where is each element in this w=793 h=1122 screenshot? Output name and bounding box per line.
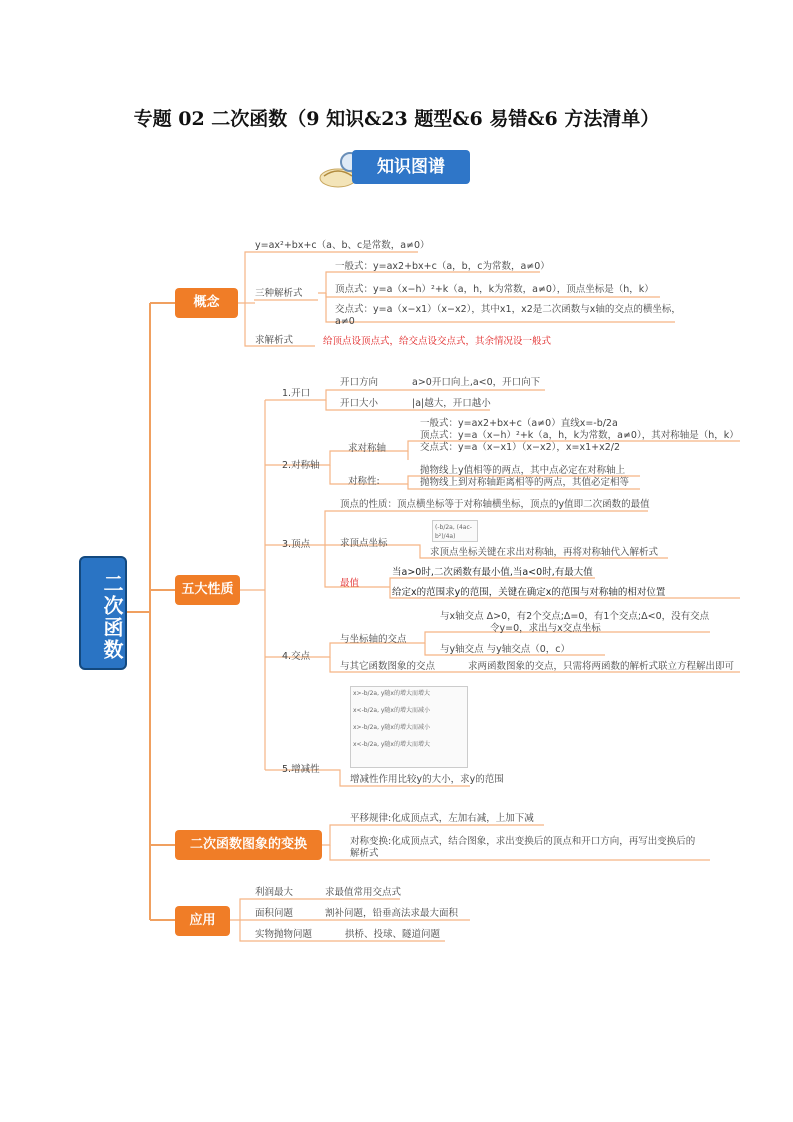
concept-solve-label: 求解析式 — [255, 335, 294, 346]
monotonic-row: x>-b/2a, y随x的增大而增大 — [353, 690, 430, 697]
opening-direction-text: a>0开口向上,a<0，开口向下 — [412, 377, 541, 388]
vertex-max-label: 最值 — [340, 578, 360, 589]
app-profit-text: 求最值常用交点式 — [325, 887, 402, 898]
intersection-axis-label: 与坐标轴的交点 — [340, 634, 407, 645]
app-area-label: 面积问题 — [255, 908, 294, 919]
intersection-other-text: 求两函数图象的交点，只需将两函数的解析式联立方程解出即可 — [468, 661, 735, 672]
concept-solve-tip: 给顶点设顶点式，给交点设交点式，其余情况设一般式 — [323, 336, 552, 347]
vertex-coord-label: 求顶点坐标 — [340, 538, 388, 549]
knowledge-map-banner: 知识图谱 — [352, 150, 470, 184]
prop-vertex-label: 3.顶点 — [282, 539, 311, 550]
symmetry-vertex: 顶点式：y=a（x−h）²+k（a，h，k为常数，a≠0），其对称轴是（h，k） — [420, 430, 739, 441]
prop-symmetry-label: 2.对称轴 — [282, 460, 320, 471]
concept-forms-label: 三种解析式 — [255, 288, 303, 299]
app-projectile-label: 实物抛物问题 — [255, 929, 313, 940]
branch-transform: 二次函数图象的变换 — [175, 830, 322, 860]
symmetry-prop-2: 抛物线上到对称轴距离相等的两点，其值必定相等 — [420, 477, 630, 488]
opening-direction-label: 开口方向 — [340, 377, 379, 388]
transform-symmetry-2: 解析式 — [350, 848, 379, 859]
monotonic-table — [350, 686, 468, 768]
transform-translate: 平移规律:化成顶点式，左加右减，上加下减 — [350, 813, 534, 824]
monotonic-use: 增减性作用比较y的大小，求y的范围 — [350, 774, 504, 785]
app-profit-label: 利润最大 — [255, 887, 294, 898]
vertex-max-1: 当a>0时,二次函数有最小值,当a<0时,有最大值 — [392, 567, 593, 578]
vertex-coord-tip: 求顶点坐标关键在求出对称轴，再将对称轴代入解析式 — [430, 547, 659, 558]
concept-intercept-form: 交点式：y=a（x−x1）（x−x2），其中x1，x2是二次函数与x轴的交点的横坐标， — [335, 304, 681, 315]
concept-intercept-form-2: a≠0 — [335, 316, 355, 327]
symmetry-prop-label: 对称性: — [348, 476, 380, 487]
symmetry-prop-1: 抛物线上y值相等的两点，其中点必定在对称轴上 — [420, 465, 626, 476]
prop-monotonic-label: 5.增减性 — [282, 764, 320, 775]
intersection-other-label: 与其它函数图象的交点 — [340, 661, 436, 672]
monotonic-row: x>-b/2a, y随x的增大而减小 — [353, 724, 430, 731]
root-node: 二次函数 — [79, 556, 127, 670]
intersection-x-2: 令y=0，求出与x交点坐标 — [490, 623, 601, 634]
transform-symmetry: 对称变换:化成顶点式，结合图象，求出变换后的顶点和开口方向，再写出变换后的 — [350, 836, 696, 847]
branch-concept: 概念 — [175, 288, 238, 318]
symmetry-general: 一般式：y=ax2+bx+c（a≠0）直线x=-b/2a — [420, 418, 618, 429]
monotonic-row: x<-b/2a, y随x的增大而增大 — [353, 741, 430, 748]
concept-general-form: 一般式：y=ax2+bx+c（a，b，c为常数，a≠0） — [335, 261, 550, 272]
opening-size-label: 开口大小 — [340, 398, 379, 409]
prop-opening-label: 1.开口 — [282, 388, 311, 399]
concept-definition: y=ax²+bx+c（a、b、c是常数，a≠0） — [255, 240, 430, 251]
branch-application: 应用 — [175, 906, 230, 936]
vertex-formula: (-b/2a, (4ac-b²)/4a) — [432, 520, 478, 542]
symmetry-find-label: 求对称轴 — [348, 443, 387, 454]
app-area-text: 割补问题，铅垂高法求最大面积 — [325, 908, 459, 919]
page-title: 专题 02 二次函数（9 知识&23 题型&6 易错&6 方法清单） — [133, 108, 660, 130]
app-projectile-text: 拱桥、投球、隧道问题 — [345, 929, 441, 940]
opening-size-text: |a|越大，开口越小 — [412, 398, 491, 409]
intersection-y: 与y轴交点 与y轴交点（0，c） — [440, 644, 571, 655]
concept-vertex-form: 顶点式：y=a（x−h）²+k（a，h，k为常数，a≠0），顶点坐标是（h，k） — [335, 284, 654, 295]
vertex-desc: 顶点的性质：顶点横坐标等于对称轴横坐标，顶点的y值即二次函数的最值 — [340, 499, 650, 510]
symmetry-intercept: 交点式：y=a（x−x1）（x−x2），x=x1+x2/2 — [420, 442, 621, 453]
vertex-max-2: 给定x的范围求y的范围，关键在确定x的范围与对称轴的相对位置 — [392, 587, 666, 598]
branch-properties: 五大性质 — [175, 575, 240, 605]
monotonic-row: x<-b/2a, y随x的增大而减小 — [353, 707, 430, 714]
prop-intersection-label: 4.交点 — [282, 651, 311, 662]
intersection-x-1: 与x轴交点 Δ>0，有2个交点;Δ=0，有1个交点;Δ<0，没有交点 — [440, 611, 710, 622]
